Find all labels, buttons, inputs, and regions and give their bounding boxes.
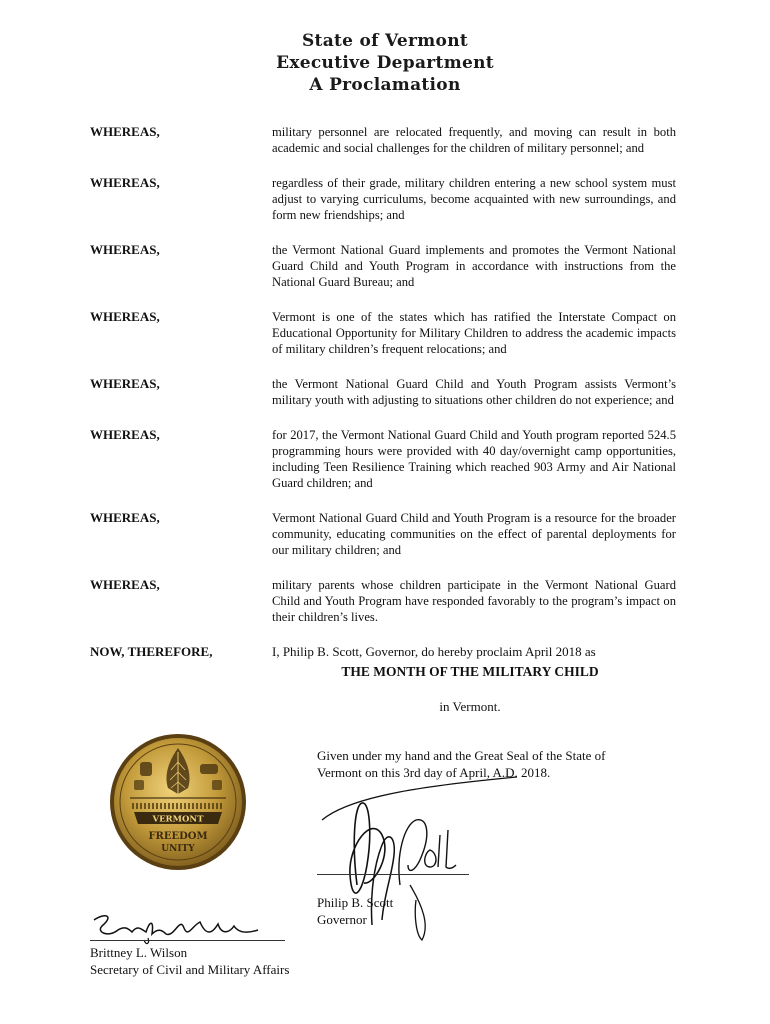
clause-term: WHEREAS, xyxy=(90,309,160,324)
proclaimed-title: THE MONTH OF THE MILITARY CHILD xyxy=(341,664,599,679)
now-therefore-clause xyxy=(90,644,676,660)
secretary-block xyxy=(90,944,289,978)
clause-text: the Vermont National Guard Child and Youth Program assists Vermont’s military youth with adjusting to situations other children do not experience; and xyxy=(272,377,676,407)
clause-text: Vermont National Guard Child and Youth Program is a resource for the broader community, educating communities on the effect of parental deployments for our military children; and xyxy=(272,511,676,557)
whereas-clause xyxy=(90,577,676,625)
clause-term: WHEREAS, xyxy=(90,376,160,391)
proclamation-header xyxy=(0,30,770,96)
governor-title: Governor xyxy=(317,912,367,927)
whereas-clause xyxy=(90,427,676,491)
whereas-clause xyxy=(90,175,676,223)
secretary-signature-line xyxy=(90,940,285,941)
in-vermont-text: in Vermont. xyxy=(439,699,501,714)
clause-term: WHEREAS, xyxy=(90,175,160,190)
whereas-clause xyxy=(90,124,676,156)
given-line-2: Vermont on this 3rd day of April, A.D. 2018. xyxy=(317,765,551,780)
clause-text: Vermont is one of the states which has ratified the Interstate Compact on Educational Opportunity for Military Children to address the academic impacts of military children’s frequent relocations; and xyxy=(272,310,676,356)
seal-unity-text: UNITY xyxy=(161,844,195,854)
whereas-clause xyxy=(90,510,676,558)
header-proclamation: A Proclamation xyxy=(309,75,461,95)
governor-signature-line xyxy=(317,874,469,875)
header-department: Executive Department xyxy=(276,53,494,73)
clause-text: the Vermont National Guard implements and promotes the Vermont National Guard Child and Youth Program in accordance with instructions from the National Guard Bureau; and xyxy=(272,243,676,289)
whereas-clause xyxy=(90,242,676,290)
clause-term: WHEREAS, xyxy=(90,124,160,139)
clause-term: WHEREAS, xyxy=(90,427,160,442)
whereas-clauses xyxy=(90,124,676,660)
now-therefore-text: I, Philip B. Scott, Governor, do hereby proclaim April 2018 as xyxy=(272,644,596,659)
clause-text: for 2017, the Vermont National Guard Child and Youth program reported 524.5 programming hours were provided with 40 day/overnight camp opportunities, including Teen Resilience Training which reached 903 Army and Air National Guard children; and xyxy=(272,428,676,490)
clause-text: regardless of their grade, military children entering a new school system must adjust to varying curriculums, become acquainted with new surroundings, and form new friendships; and xyxy=(272,176,676,222)
governor-block xyxy=(317,894,393,928)
clause-term: WHEREAS, xyxy=(90,242,160,257)
clause-term: WHEREAS, xyxy=(90,577,160,592)
given-line-1: Given under my hand and the Great Seal of the State of xyxy=(317,748,606,763)
clause-term: WHEREAS, xyxy=(90,510,160,525)
secretary-name: Brittney L. Wilson xyxy=(90,945,188,960)
governor-name: Philip B. Scott xyxy=(317,895,394,910)
header-state: State of Vermont xyxy=(301,31,469,51)
clause-text: military parents whose children participate in the Vermont National Guard Child and Youth Program have responded favorably to the program’s impact on their children’s lives. xyxy=(272,578,676,624)
whereas-clause xyxy=(90,376,676,408)
seal-vermont-text: VERMONT xyxy=(152,814,204,825)
clause-text: military personnel are relocated frequently, and moving can result in both academic and social challenges for the children of military personnel; and xyxy=(272,125,676,155)
great-seal-icon xyxy=(108,732,248,872)
whereas-clause xyxy=(90,309,676,357)
now-therefore-term: NOW, THEREFORE, xyxy=(90,644,213,659)
seal-freedom-text: FREEDOM xyxy=(148,831,208,842)
secretary-title: Secretary of Civil and Military Affairs xyxy=(90,962,290,977)
